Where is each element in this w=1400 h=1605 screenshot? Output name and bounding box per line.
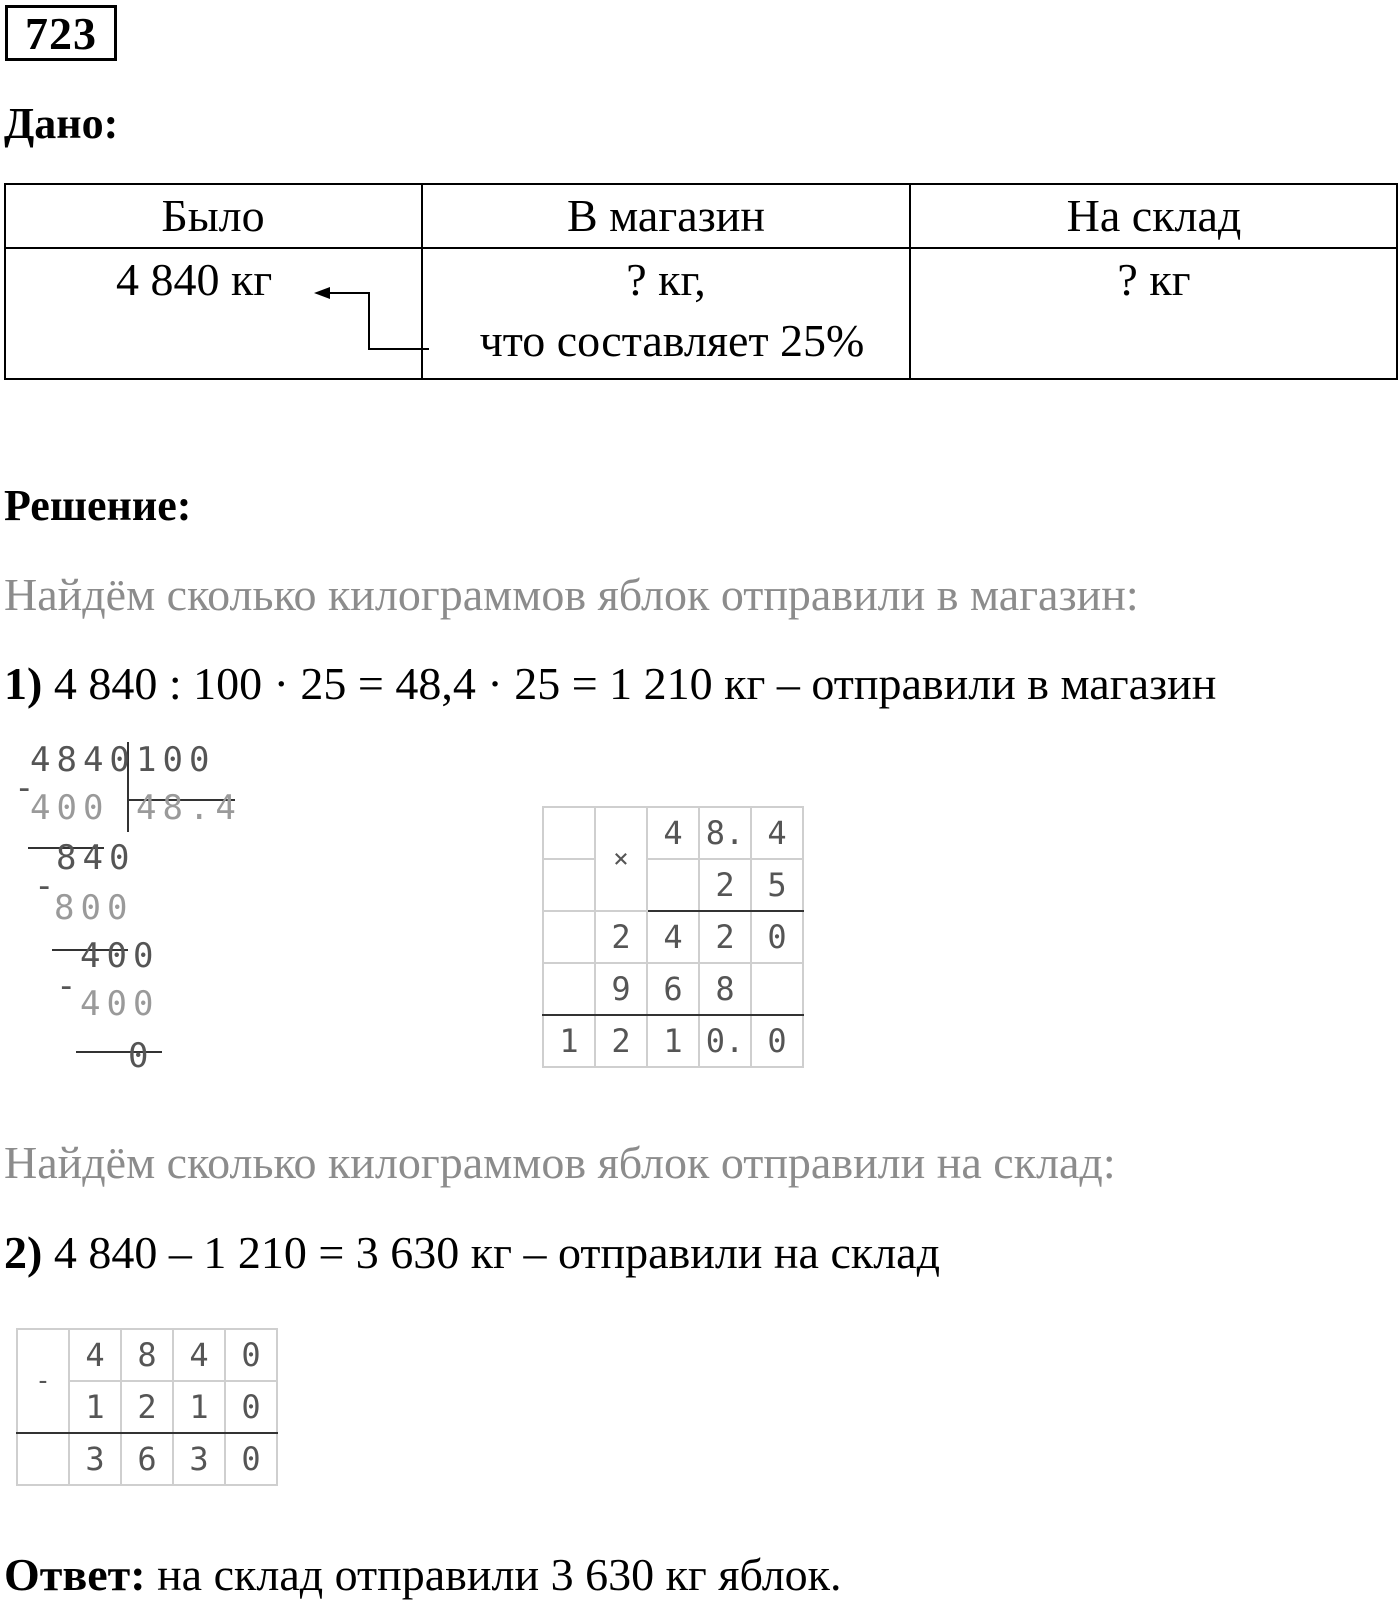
step1-intro: Найдём сколько килограммов яблок отправили в магазин: [4,569,1139,620]
long-division [0,740,260,1100]
subtraction-grid [16,1328,278,1486]
division-row-2: 840 [56,838,136,878]
multiply-sign: × [595,807,647,911]
answer-text: на склад отправили 3 630 кг яблок. [145,1549,842,1600]
sub-cell: 8 [121,1329,173,1381]
mult-cell: 8 [699,963,751,1015]
sub-cell: 6 [121,1433,173,1485]
dividend: 4840 [30,740,136,780]
mult-row [543,911,803,963]
division-row-6: 0 [128,1036,155,1076]
mult-cell: 0. [699,1015,751,1067]
division-row-3: 800 [54,888,134,928]
value-was: 4 840 кг [116,254,273,305]
minus-sign: - [17,1329,69,1433]
sub-cell: 4 [173,1329,225,1381]
division-row-4: 400 [80,936,160,976]
sub-cell: 3 [173,1433,225,1485]
minus-sign-3: - [56,966,83,1006]
value-to-warehouse: ? кг [1117,254,1191,305]
mult-cell: 0 [751,1015,803,1067]
mult-cell: 2 [595,1015,647,1067]
step1-number: 1) [4,658,43,709]
mult-cell: 2 [699,859,751,911]
division-row-5: 400 [80,984,160,1024]
mult-cell [647,859,699,911]
given-heading: Дано: [4,99,119,148]
sub-cell-empty [17,1433,69,1485]
sub-cell: 4 [69,1329,121,1381]
mult-cell [543,859,595,911]
problem-number: 723 [5,5,117,61]
answer-line [4,1548,842,1601]
mult-cell: 2 [699,911,751,963]
mult-cell: 1 [543,1015,595,1067]
sub-row [17,1329,277,1381]
mult-cell: 0 [751,911,803,963]
mult-cell [543,963,595,1015]
column-header-to-store: В магазин [566,190,766,241]
minus-sign-2: - [34,866,61,906]
step1-equation [4,657,1216,710]
column-header-to-warehouse: На склад [1066,190,1242,241]
mult-row [543,807,803,859]
solution-heading: Решение: [4,481,192,530]
step1-text: 4 840 : 100 · 25 = 48,4 · 25 = 1 210 кг – отправили в магазин [42,658,1217,709]
column-header-was: Было [161,190,265,241]
value-to-store: ? кг, [626,254,706,305]
mult-cell [751,963,803,1015]
mult-cell: 2 [595,911,647,963]
division-row-1: 400 [30,788,110,828]
arrow-line [324,293,429,349]
mult-cell: 8. [699,807,751,859]
value-note: что составляет 25% [479,315,865,366]
mult-cell: 9 [595,963,647,1015]
mult-row [543,963,803,1015]
sub-cell: 1 [173,1381,225,1433]
quotient: 48.4 [136,788,242,828]
step2-intro: Найдём сколько килограммов яблок отправили на склад: [4,1137,1116,1188]
sub-row [17,1433,277,1485]
sub-cell: 0 [225,1329,277,1381]
mult-cell: 4 [647,807,699,859]
mult-cell [543,911,595,963]
sub-cell: 3 [69,1433,121,1485]
mult-cell: 5 [751,859,803,911]
step2-number: 2) [4,1227,43,1278]
answer-label: Ответ: [4,1549,146,1600]
minus-sign-1: - [14,768,41,808]
mult-row [543,859,803,911]
given-table [4,183,1398,380]
mult-cell [543,807,595,859]
sub-cell: 0 [225,1381,277,1433]
sub-cell: 2 [121,1381,173,1433]
arrow-head-icon [314,287,330,299]
mult-cell: 4 [751,807,803,859]
step2-text: 4 840 – 1 210 = 3 630 кг – отправили на склад [42,1227,941,1278]
mult-cell: 6 [647,963,699,1015]
mult-cell: 4 [647,911,699,963]
step2-equation [4,1226,940,1279]
mult-cell: 1 [647,1015,699,1067]
mult-row [543,1015,803,1067]
sub-cell: 1 [69,1381,121,1433]
divisor: 100 [136,740,216,780]
sub-cell: 0 [225,1433,277,1485]
multiplication-grid [542,806,804,1068]
